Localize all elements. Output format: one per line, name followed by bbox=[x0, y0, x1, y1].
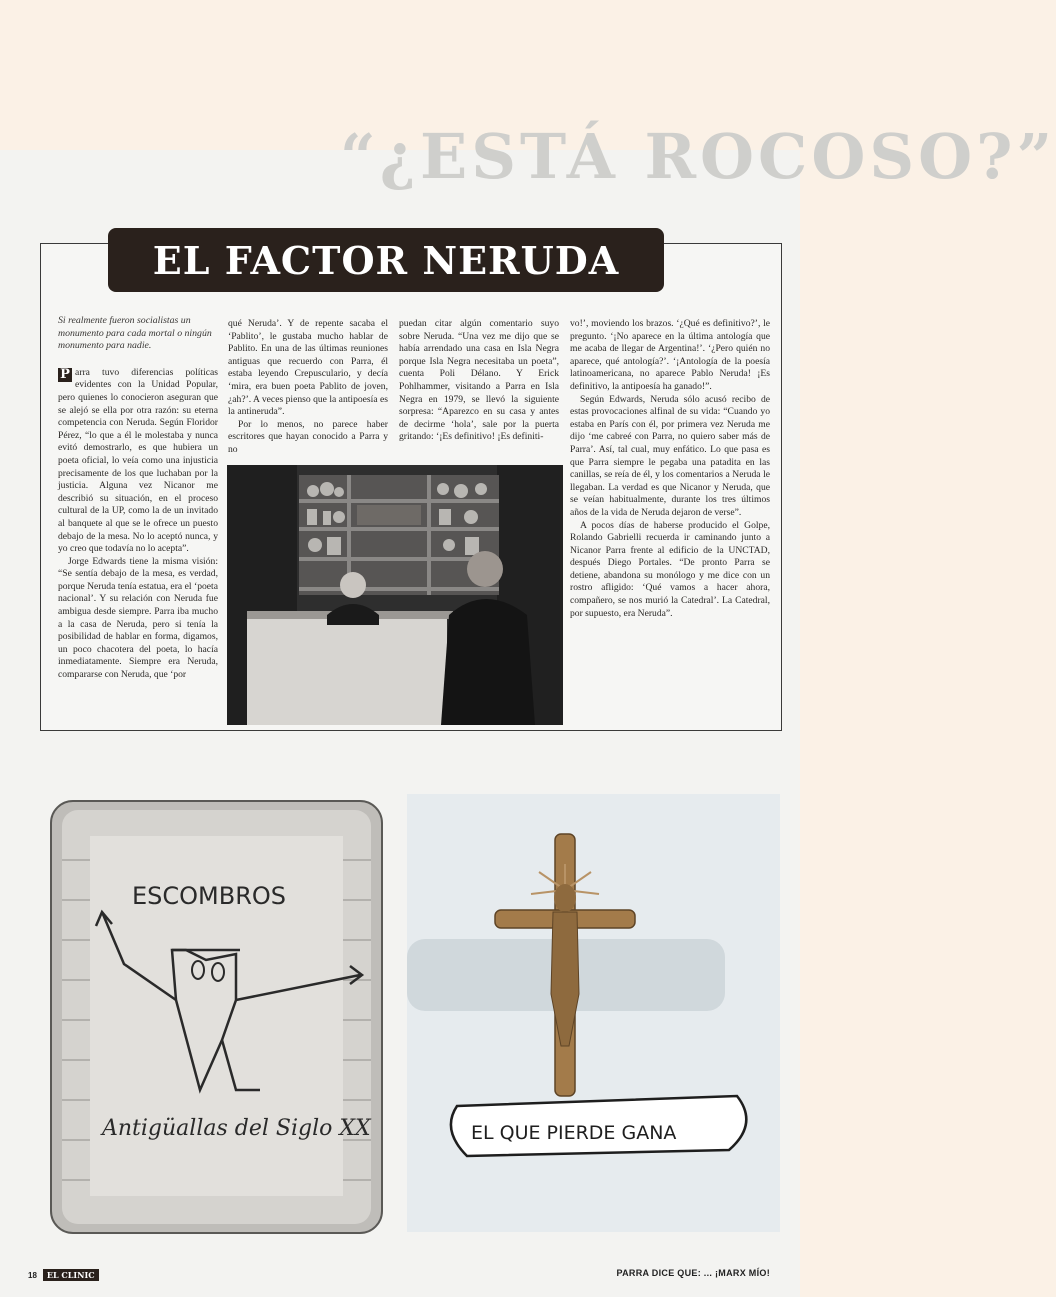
dropcap: P bbox=[58, 368, 72, 382]
paragraph: puedan citar algún comentario suyo sobre Neruda. “Una vez me dijo que se había arrendado una casa en Isla Negra porque Isla Negra necesitaba un poeta”, cuenta Poli Délano. Y Erick Pohlhammer, visitando a Parra en Isla Negra en 1979, se llevó la siguiente sorpresa: “Aparezco en su casa y antes de decirme ‘hola’, sale por la puerta gritando: ‘¡Es definitivo! ¡Es definiti- bbox=[399, 318, 559, 443]
photo-illustration bbox=[227, 465, 563, 725]
artwork-cross-card bbox=[407, 794, 780, 1232]
article-column-1 bbox=[58, 315, 218, 682]
paragraph: qué Neruda’. Y de repente sacaba el ‘Pablito’, le gustaba mucho hablar de Pablito. En una de las últimas reuniones antiguas que recuerdo con Parra, él estaba leyendo Crepusculario, y decía ‘mira, era buen poeta Pablito de joven, ¿ah?’. A veces pienso que la antipoesía es la antineruda”. bbox=[228, 318, 388, 418]
section-footer-title: PARRA DICE QUE: ... ¡MARX MÍO! bbox=[616, 1268, 770, 1278]
article-column-3 bbox=[399, 318, 559, 444]
paragraph: Jorge Edwards tiene la misma visión: “Se sentía debajo de la mesa, es verdad, porque Neruda tenía estatua, era el ‘poeta nacional’. Y su relación con Neruda fue ambigua desde siempre. Parra iba mucho a la casa de Neruda, pero si tenía la posibilidad de hablar en forma, digamos, un poco chacotera del poeta, lo hacía inmediatamente. Siempre era Neruda, compararse con Neruda, que ‘por bbox=[58, 555, 218, 681]
article-title: EL FACTOR NERUDA bbox=[152, 237, 620, 283]
plate-top-text: ESCOMBROS bbox=[132, 882, 287, 910]
paragraph: vo!’, moviendo los brazos. ‘¿Qué es definitivo?’, le pregunto. ‘¡No aparece en la última antología que me acaba de llegar de Argentina!’. ‘¿Pero quién no aparece, qué antología?’. ‘¡Antología de la poesía latinoamericana, no aparece Pablo Neruda! ¡Es definitivo, la antipoesía ha ganado!”. bbox=[570, 318, 770, 392]
paper-plate-illustration bbox=[50, 800, 383, 1234]
article-photo bbox=[227, 465, 563, 725]
artwork-plate-escombros bbox=[50, 800, 383, 1234]
paragraph: Por lo menos, no parece haber escritores que hayan conocido a Parra y no bbox=[228, 418, 388, 455]
publication-logo: EL CLINIC bbox=[43, 1269, 99, 1281]
cross-illustration bbox=[407, 794, 780, 1232]
article-column-4 bbox=[570, 318, 770, 620]
article-column-2 bbox=[228, 318, 388, 457]
paragraph: Según Edwards, Neruda sólo acusó recibo de estas provocaciones alfinal de su vida: “Cuando yo estaba en París con él, por primera vez Neruda me dijo ‘me cabreé con Parra, no quiero saber más de Parra’. Así, tal cual, muy enfático. Lo que pasa es que Parra siempre le pegaba una patadita en las canillas, se reía de él, y los comentarios a Neruda le llegaban. La verdad es que Nicanor y Neruda, que se veían habitualmente, durante los tres últimos años de la vida de Neruda dejaron de verse”. bbox=[570, 393, 770, 518]
plate-bottom-text: Antigüallas del Siglo XX bbox=[102, 1116, 371, 1141]
article-title-banner bbox=[108, 228, 664, 292]
page-footer-left bbox=[28, 1269, 99, 1281]
bleed-through-heading: “¿ESTÁ ROCOSO?” bbox=[340, 120, 1056, 193]
cross-banner-text: EL QUE PIERDE GANA bbox=[471, 1122, 677, 1144]
paragraph: P arra tuvo diferencias políticas evidentes con la Unidad Popular, pero quienes lo conocieron aseguran que se alejó se ella por otra razón: su eterna competencia con Neruda. Según Floridor Pérez, “lo que a él le molestaba y nunca evitó demostrarlo, es que hubiera un poeta oficial, lo veía como una injusticia precisamente de los que luchaban por la justicia. Alguna vez Nicanor me describió su situación, en el proceso cultural de la UP, como la de un invitado al banquete al que se le ofrece un puesto debajo de la mesa. No lo aceptó nunca, y yo creo que todavía no lo acepta”. bbox=[58, 366, 218, 555]
article-kicker: Si realmente fueron socialistas un monumento para cada mortal o ningún monumento para nadie. bbox=[58, 315, 212, 352]
page-number: 18 bbox=[28, 1270, 37, 1280]
paragraph: A pocos días de haberse producido el Golpe, Rolando Gabrielli recuerda ir caminando junto a Nicanor Parra frente al edificio de la UNCTAD, después Diego Portales. “De pronto Parra se detiene, abandona su monólogo y me dice con un rostro afligido: ‘Qué vamos a hacer ahora, compañero, se nos murió la Catedral’. La Catedral, por supuesto, era Neruda”. bbox=[570, 519, 770, 619]
